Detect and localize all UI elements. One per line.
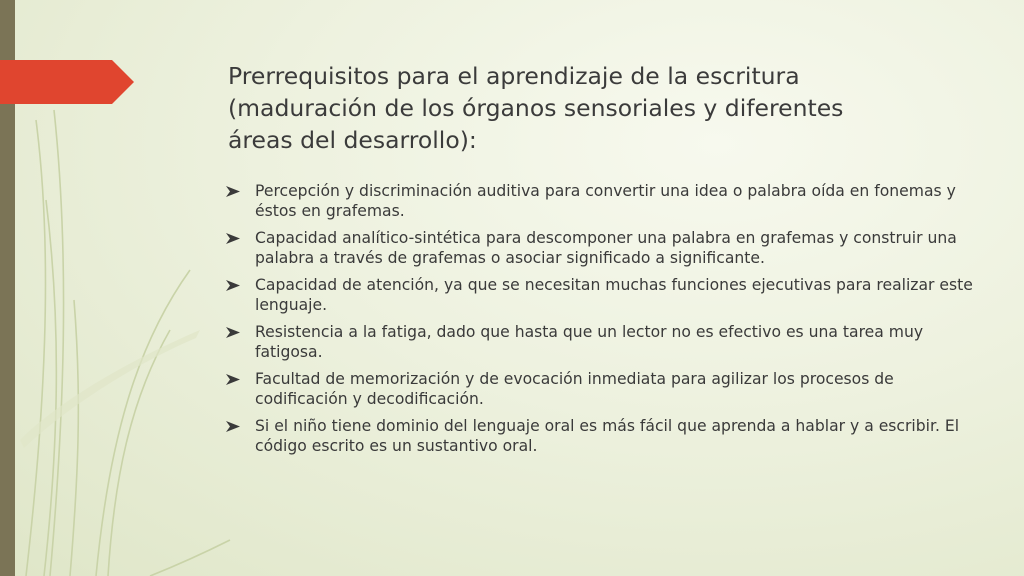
bullet-text: Facultad de memorización y de evocación inmediata para agilizar los procesos de codificación y decodificación. [255,370,894,408]
arrowhead-bullet-icon [226,186,240,197]
bullet-item [226,417,986,456]
bullet-item [226,182,986,221]
slide-title: Prerrequisitos para el aprendizaje de la escritura (maduración de los órganos sensoriales y diferentes áreas del desarrollo): [228,62,844,154]
bullet-item [226,276,986,315]
bullet-text: Capacidad analítico-sintética para descomponer una palabra en grafemas y construir una palabra a través de grafemas o asociar significado a significante. [255,229,957,267]
arrowhead-bullet-icon [226,327,240,338]
arrowhead-bullet-icon [226,233,240,244]
arrowhead-bullet-icon [226,280,240,291]
arrowhead-bullet-icon [226,374,240,385]
bullet-item [226,229,986,268]
bullet-item [226,370,986,409]
bullet-text: Percepción y discriminación auditiva para convertir una idea o palabra oída en fonemas y éstos en grafemas. [255,182,956,220]
bullet-text: Resistencia a la fatiga, dado que hasta que un lector no es efectivo es una tarea muy fatigosa. [255,323,924,361]
title-arrow-shape [0,60,134,104]
bullet-text: Capacidad de atención, ya que se necesitan muchas funciones ejecutivas para realizar este lenguaje. [255,276,973,314]
bullet-text: Si el niño tiene dominio del lenguaje oral es más fácil que aprenda a hablar y a escribir. El código escrito es un sustantivo oral. [255,417,960,455]
arrowhead-bullet-icon [226,421,240,432]
bullet-list [226,182,986,464]
bullet-item [226,323,986,362]
